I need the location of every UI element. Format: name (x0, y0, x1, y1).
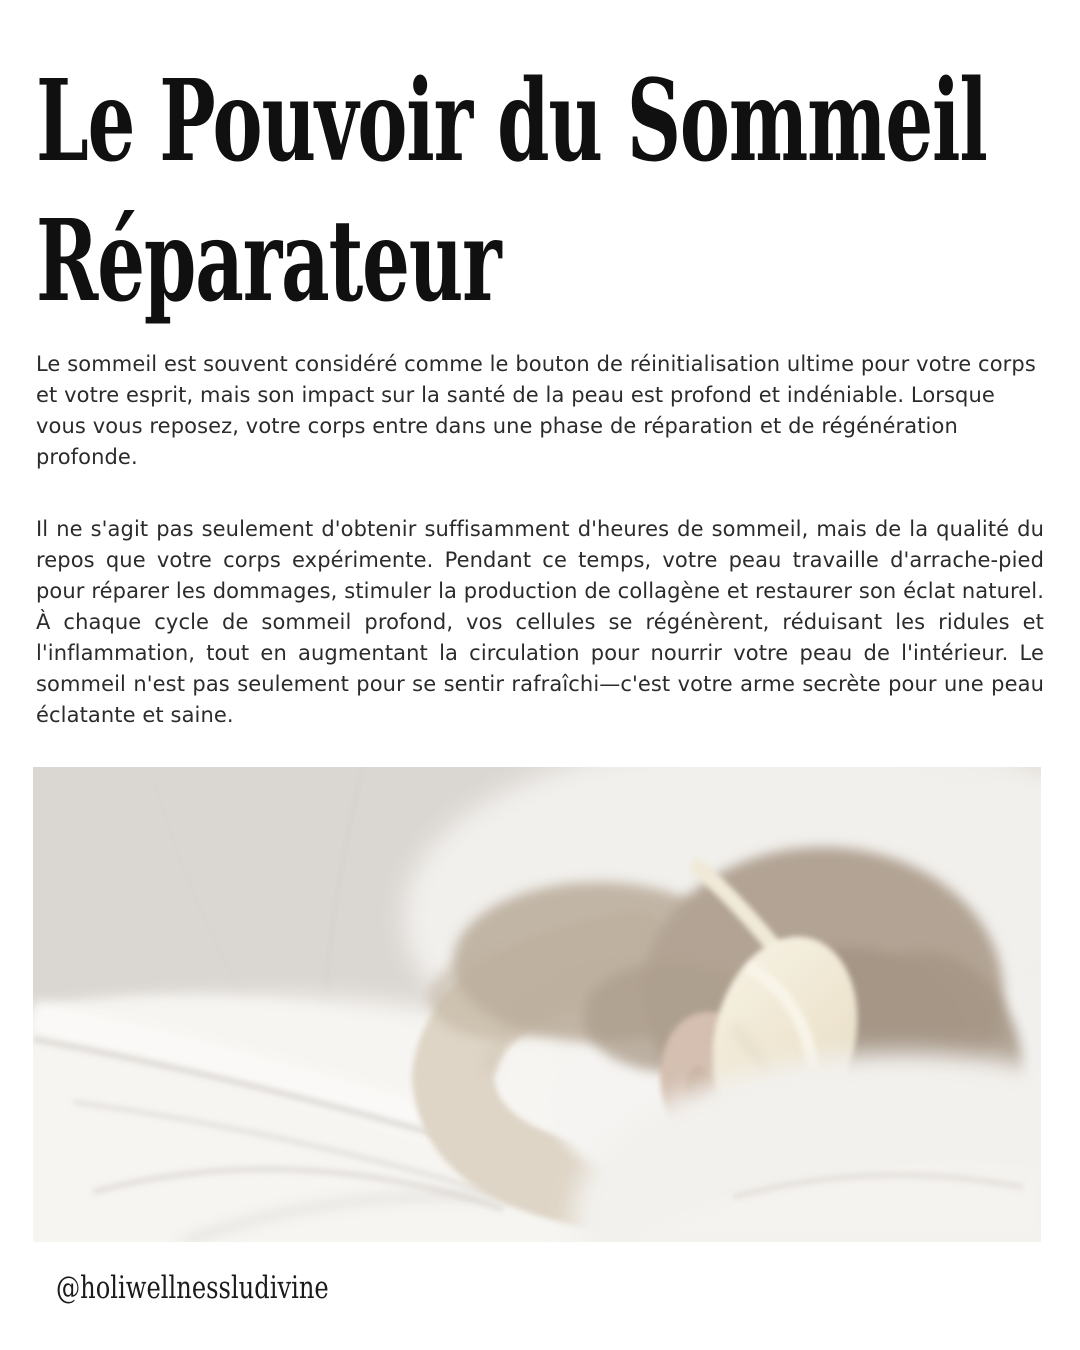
title-line-2: Réparateur (36, 196, 501, 327)
intro-paragraph: Le sommeil est souvent considéré comme le bouton de réinitialisation ultime pour votre corps et votre esprit, mais son impact sur la santé de la peau est profond et indéniable. Lorsque vous vous reposez, votre corps entre dans une phase de réparation et de régénération profonde. (36, 352, 1036, 469)
instagram-handle: @holiwellnessludivine (56, 1270, 329, 1306)
sleeping-woman-photo (33, 767, 1041, 1242)
title-line-1: Le Pouvoir du Sommeil (36, 56, 987, 187)
sleeping-woman-illustration (33, 767, 1041, 1242)
body-paragraph: Il ne s'agit pas seulement d'obtenir suffisamment d'heures de sommeil, mais de la qualité du repos que votre corps expérimente. Pendant ce temps, votre peau travaille d'arrache-pied pour réparer les dommages, stimuler la production de collagène et restaurer son éclat naturel. À chaque cycle de sommeil profond, vos cellules se régénèrent, réduisant les ridules et l'inflammation, tout en augmentant la circulation pour nourrir votre peau de l'intérieur. Le sommeil n'est pas seulement pour se sentir rafraîchi—c'est votre arme secrète pour une peau éclatante et saine. (36, 517, 1044, 727)
page-title (36, 52, 987, 332)
